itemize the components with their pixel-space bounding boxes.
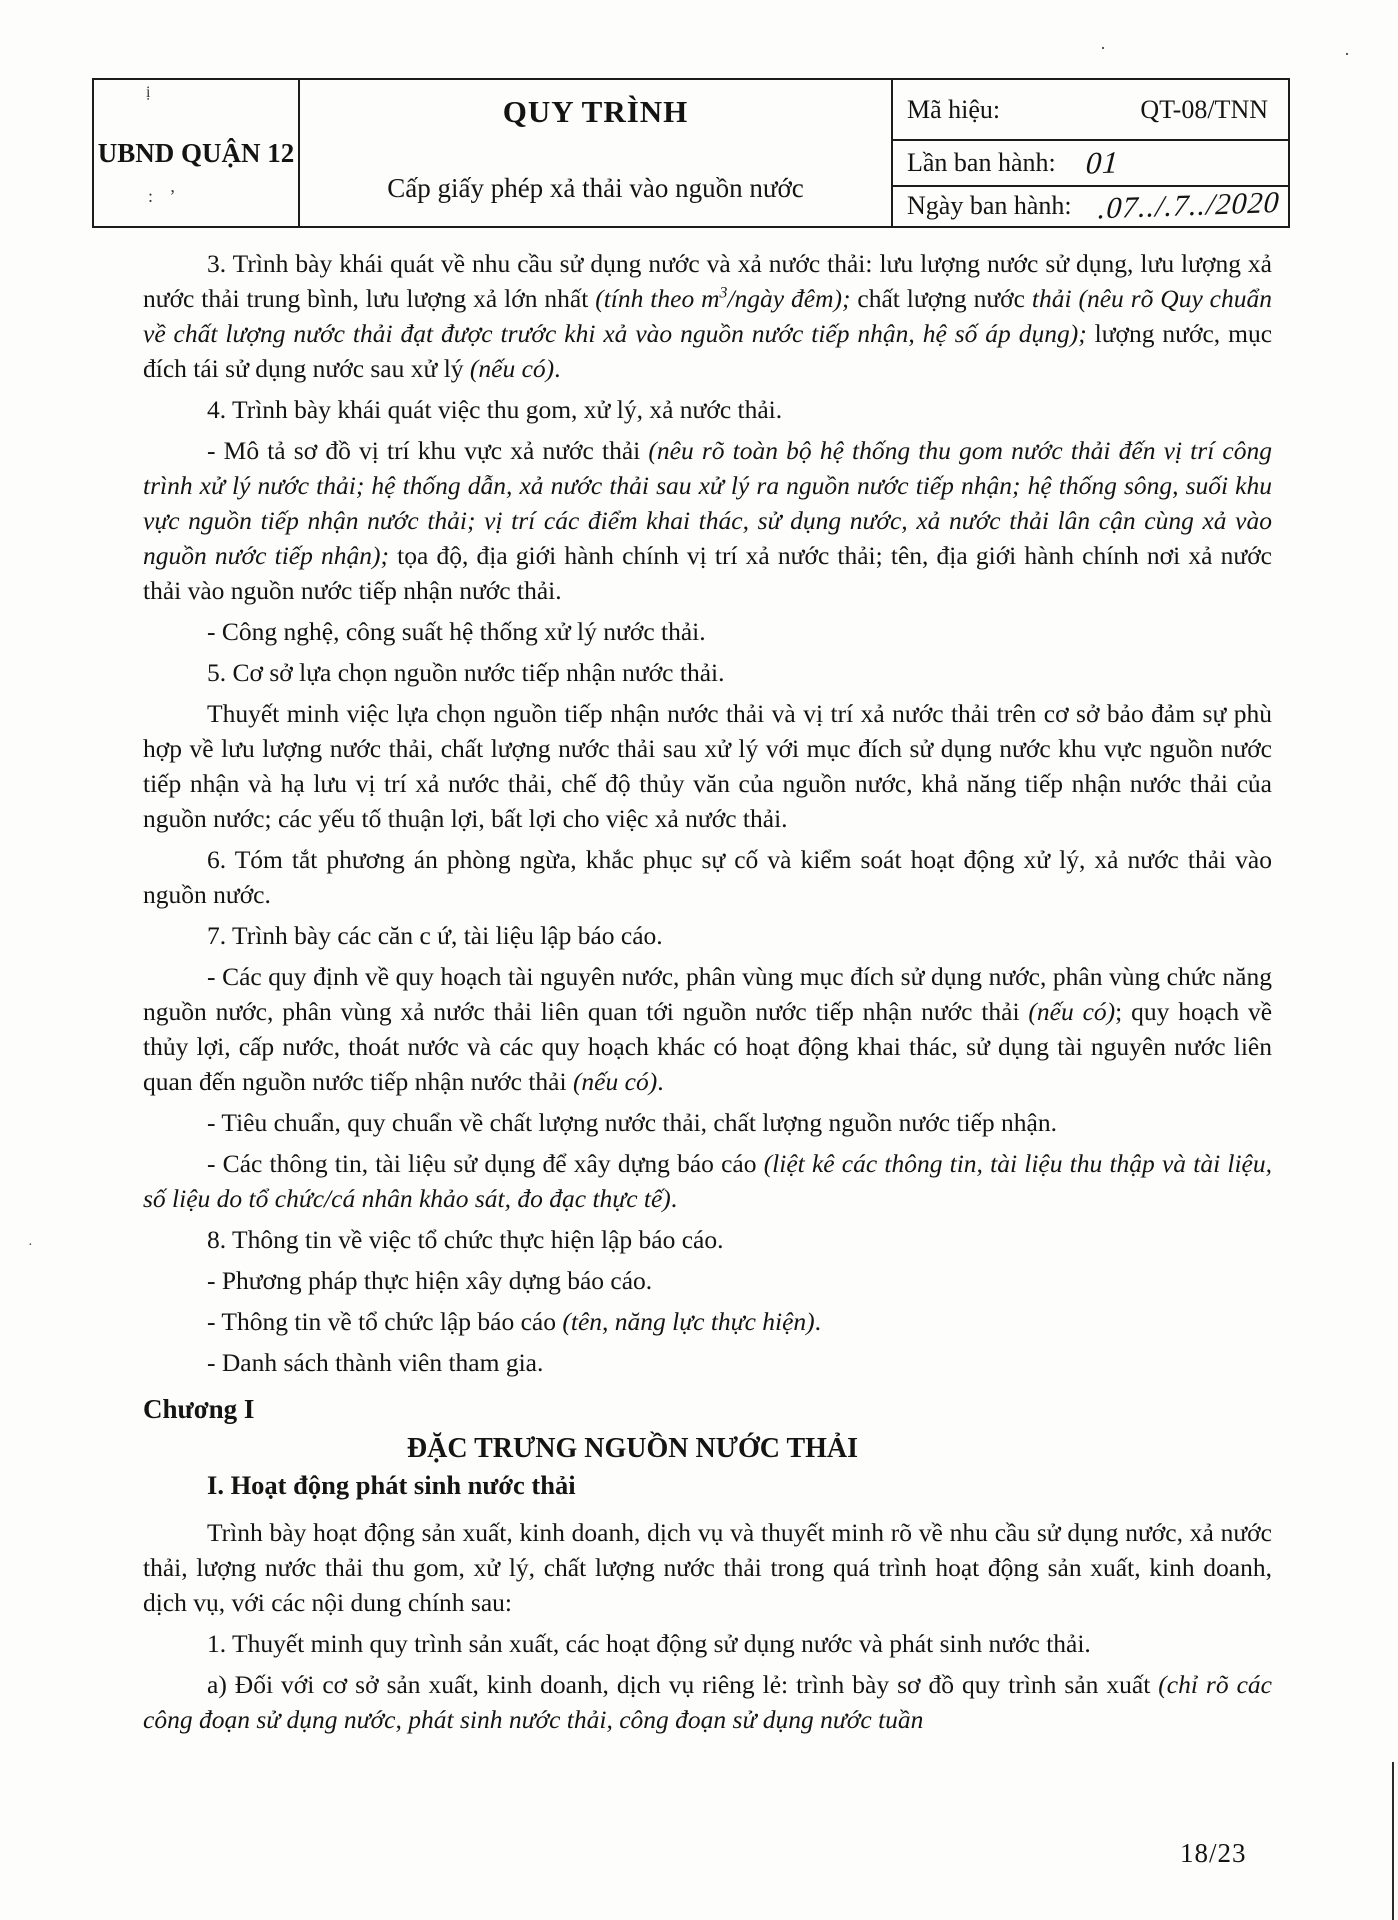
paragraph <box>143 246 1272 386</box>
text-run: (nêu rõ toàn bộ hệ thống thu gom nước thải đến vị trí công trình xử lý nước thải; hệ thống dẫn, xả nước thải sau xử lý ra nguồn nước tiếp nhận; hệ thống sông, suối khu vực nguồn tiếp nhận nước thải; vị trí các điểm khai thác, sử dụng nước, xả nước thải lân cận cùng xả vào nguồn nước tiếp nhận); <box>143 436 1272 570</box>
text-run: 7. Trình bày các căn c ứ, tài liệu lập báo cáo. <box>207 921 663 950</box>
text-run: thải (nêu rõ Quy chuẩn về chất lượng nước thải đạt được trước khi xả vào nguồn nước tiếp nhận, hệ số áp dụng); <box>143 284 1273 348</box>
paragraph <box>143 1468 1272 1503</box>
text-run: - Danh sách thành viên tham gia. <box>207 1348 544 1377</box>
header-table <box>92 78 1290 228</box>
text-run: /ngày đêm); <box>727 284 851 313</box>
paragraph <box>143 655 1272 690</box>
paragraph <box>143 1626 1272 1661</box>
scan-artifact: · <box>1344 44 1350 64</box>
header-meta-cell <box>893 80 1288 226</box>
paragraph <box>68 1431 1197 1466</box>
paragraph <box>143 1146 1272 1216</box>
text-run: (tên, năng lực thực hiện) <box>562 1307 815 1336</box>
meta-row-issue <box>893 141 1288 186</box>
paragraph <box>143 1105 1272 1140</box>
document-body <box>143 246 1272 1743</box>
issue-label: Lần ban hành: <box>907 147 1056 177</box>
text-run: 5. Cơ sở lựa chọn nguồn nước tiếp nhận nước thải. <box>207 658 725 687</box>
text-run: 3 <box>719 284 728 302</box>
paragraph <box>143 918 1272 953</box>
paragraph <box>143 433 1272 608</box>
document-type: QUY TRÌNH <box>502 94 689 129</box>
text-run: a) Đối với cơ sở sản xuất, kinh doanh, dịch vụ riêng lẻ: trình bày sơ đồ quy trình sản xuất <box>207 1670 1159 1699</box>
meta-row-date <box>893 187 1288 226</box>
paragraph <box>143 614 1272 649</box>
text-run: Chương I <box>143 1394 255 1424</box>
text-run: - Các thông tin, tài liệu sử dụng để xây dựng báo cáo <box>207 1149 764 1178</box>
text-run: . <box>814 1307 822 1336</box>
text-run: 4. Trình bày khái quát việc thu gom, xử lý, xả nước thải. <box>207 395 783 424</box>
text-run: - Công nghệ, công suất hệ thống xử lý nước thải. <box>207 617 706 646</box>
text-run: lượng nước, mục đích tái sử dụng nước sau xử lý <box>143 319 1273 383</box>
text-run: - Thông tin về tổ chức lập báo cáo <box>207 1307 563 1336</box>
code-label: Mã hiệu: <box>907 94 1001 124</box>
text-run: . <box>670 1184 678 1213</box>
paragraph <box>143 1515 1272 1620</box>
org-name: UBND QUẬN 12 <box>97 137 295 168</box>
text-run: (chỉ rõ các công đoạn sử dụng nước, phát sinh nước thải, công đoạn sử dụng nước tuần <box>143 1670 1272 1734</box>
text-run: - Tiêu chuẩn, quy chuẩn về chất lượng nước thải, chất lượng nguồn nước tiếp nhận. <box>207 1108 1057 1137</box>
text-run: - Các quy định về quy hoạch tài nguyên nước, phân vùng mục đích sử dụng nước, phân vùng chức năng nguồn nước, phân vùng xả nước thải liên quan tới nguồn nước tiếp nhận nước thải <box>143 962 1272 1026</box>
text-run: (tính theo m <box>595 284 720 313</box>
paragraph <box>143 1263 1272 1298</box>
text-run: ĐẶC TRƯNG NGUỒN NƯỚC THẢI <box>406 1433 859 1464</box>
code-value: QT-08/TNN <box>1140 94 1268 124</box>
text-run: tọa độ, địa giới hành chính vị trí xả nước thải; tên, địa giới hành chính nơi xả nước thải vào nguồn nước tiếp nhận nước thải. <box>143 541 1272 605</box>
scan-artifact: : ʼ <box>148 186 182 206</box>
scan-artifact: ị <box>146 84 151 101</box>
meta-row-code <box>893 80 1288 141</box>
paragraph <box>143 392 1272 427</box>
document-subtitle: Cấp giấy phép xả thải vào nguồn nước <box>387 173 804 203</box>
paragraph <box>143 1392 1272 1427</box>
text-run: 6. Tóm tắt phương án phòng ngừa, khắc phục sự cố và kiểm soát hoạt động xử lý, xả nước thải vào nguồn nước. <box>143 845 1272 909</box>
header-title-cell <box>300 80 893 226</box>
text-run: 1. Thuyết minh quy trình sản xuất, các hoạt động sử dụng nước và phát sinh nước thải. <box>207 1629 1091 1658</box>
date-label: Ngày ban hành: <box>907 191 1072 221</box>
paragraph <box>143 842 1272 912</box>
text-run: (nếu có) <box>469 354 555 383</box>
paragraph <box>143 1222 1272 1257</box>
text-run: (nếu có) <box>572 1067 658 1096</box>
text-run: (liệt kê các thông tin, tài liệu thu thập và tài liệu, số liệu do tổ chức/cá nhân khảo sát, đo đạc thực tế) <box>143 1149 1272 1213</box>
issue-value-handwritten: 01 <box>1084 144 1120 181</box>
text-run: ; quy hoạch về thủy lợi, cấp nước, thoát nước và các quy hoạch khác có hoạt động khai thác, sử dụng tài nguyên nước liên quan đến nguồn nước tiếp nhận nước thải <box>143 997 1273 1096</box>
text-run: 3. Trình bày khái quát về nhu cầu sử dụng nước và xả nước thải: lưu lượng nước sử dụng, lưu lượng xả nước thải trung bình, lưu lượng xả lớn nhất <box>143 249 1272 313</box>
text-run: 8. Thông tin về việc tổ chức thực hiện lập báo cáo. <box>207 1225 724 1254</box>
header-org-cell <box>94 80 300 226</box>
text-run: (nếu có) <box>1028 997 1116 1026</box>
text-run: - Phương pháp thực hiện xây dựng báo cáo. <box>207 1266 653 1295</box>
text-run: Thuyết minh việc lựa chọn nguồn tiếp nhận nước thải và vị trí xả nước thải trên cơ sở bảo đảm sự phù hợp về lưu lượng nước thải, chất lượng nước thải sau xử lý với mục đích sử dụng nước khu vực nguồn nước tiếp nhận và hạ lưu vị trí xả nước thải, chế độ thủy văn của nguồn nước, khả năng tiếp nhận nước thải của nguồn nước; các yếu tố thuận lợi, bất lợi cho việc xả nước thải. <box>143 699 1272 833</box>
paragraph <box>143 696 1272 836</box>
paragraph <box>143 1304 1272 1339</box>
paragraph <box>143 1667 1272 1737</box>
scan-artifact: · <box>1100 38 1106 58</box>
page-number: 18/23 <box>1180 1838 1247 1868</box>
scan-artifact: · <box>28 1238 33 1253</box>
text-run: . <box>554 354 561 383</box>
text-run: - Mô tả sơ đồ vị trí khu vực xả nước thải <box>207 436 649 465</box>
text-run: . <box>657 1067 664 1096</box>
text-run: I. Hoạt động phát sinh nước thải <box>207 1470 576 1500</box>
text-run: chất lượng nước <box>850 284 1032 313</box>
paragraph <box>143 1345 1272 1380</box>
paragraph <box>143 959 1272 1099</box>
scan-edge-line <box>1392 1762 1394 1920</box>
date-value-handwritten: .07../.7../2020 <box>1097 186 1282 226</box>
text-run: Trình bày hoạt động sản xuất, kinh doanh, dịch vụ và thuyết minh rõ về nhu cầu sử dụng nước, xả nước thải, lượng nước thải thu gom, xử lý, chất lượng nước thải trong quá trình hoạt động sản xuất, kinh doanh, dịch vụ, với các nội dung chính sau: <box>143 1518 1272 1617</box>
